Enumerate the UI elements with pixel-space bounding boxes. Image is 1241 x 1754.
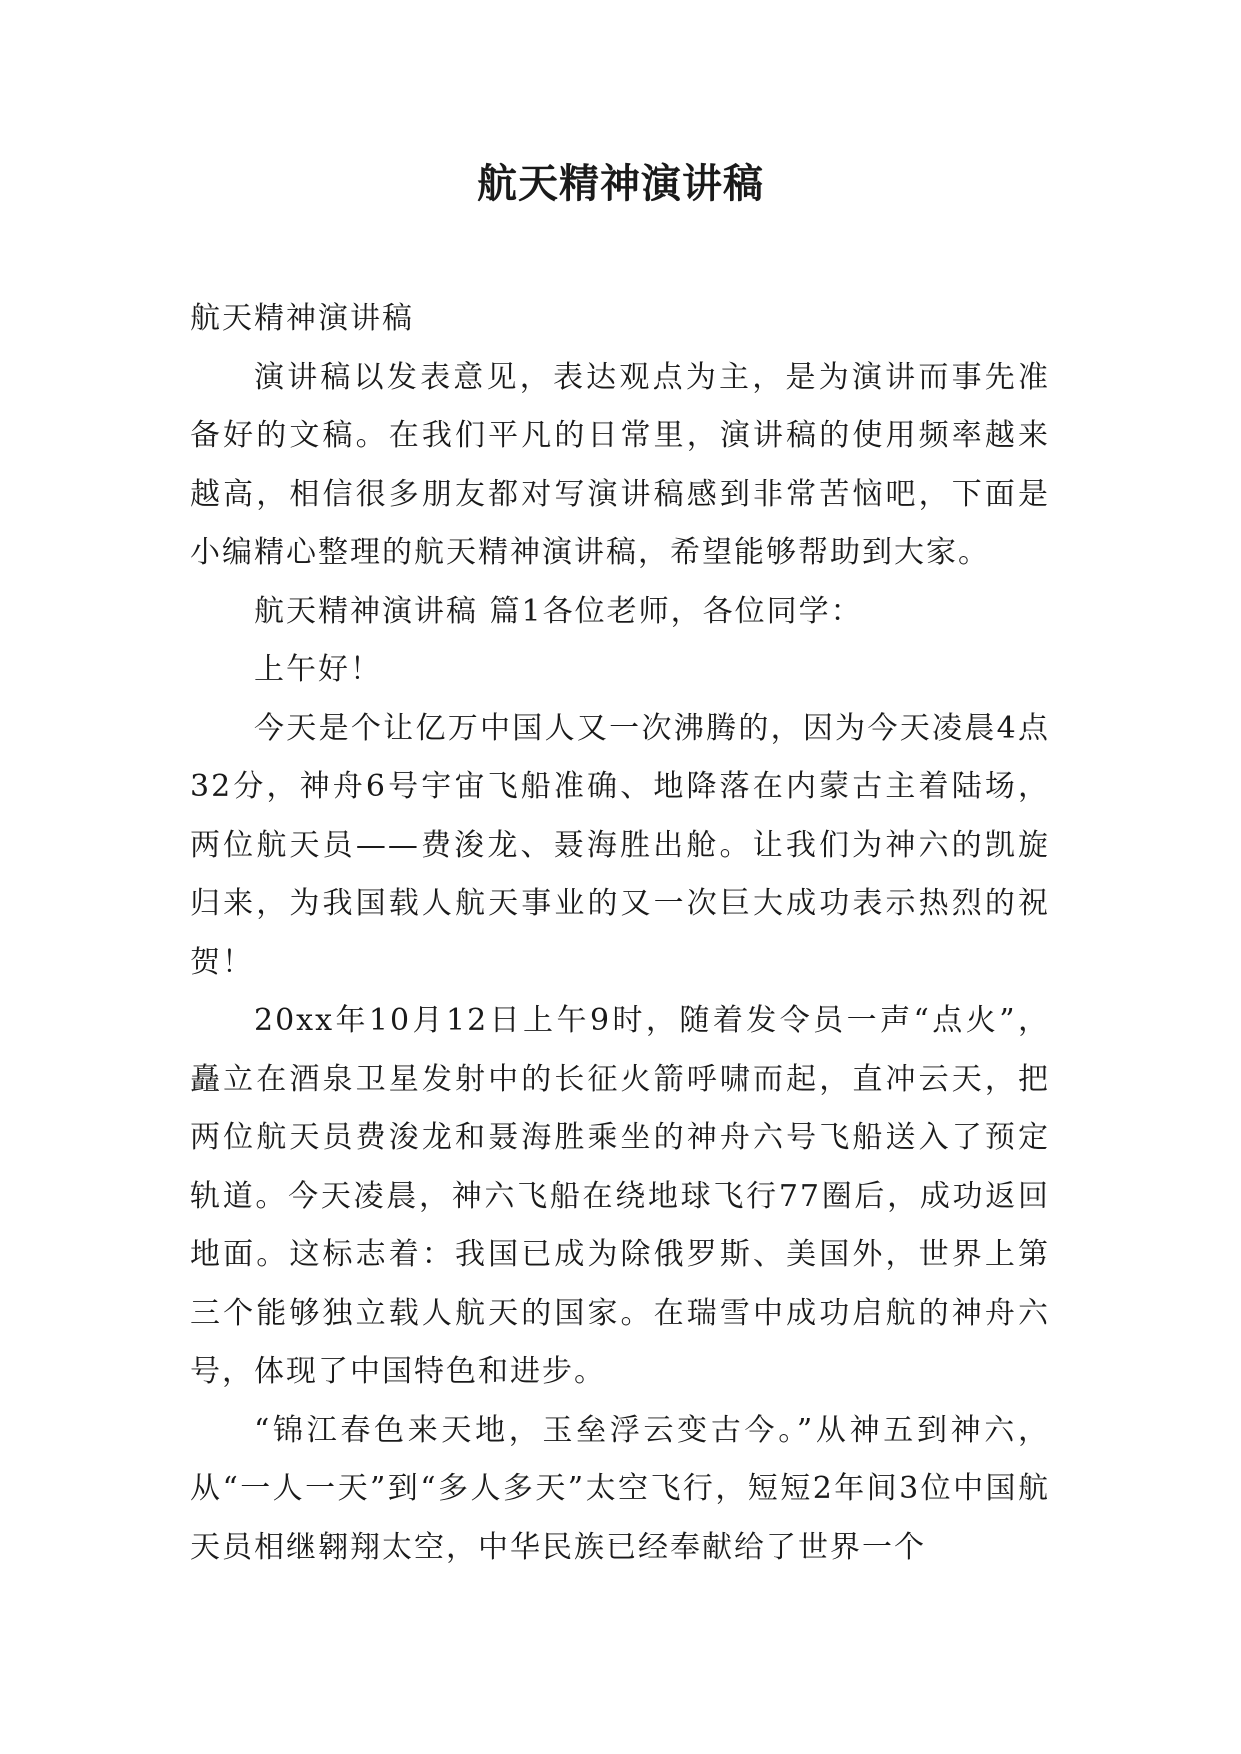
paragraph-body: 20xx年10月12日上午9时，随着发令员一声“点火”，矗立在酒泉卫星发射中的长征火箭呼啸而起，直冲云天，把两位航天员费浚龙和聂海胜乘坐的神舟六号飞船送入了预定轨道。今天凌晨，神六飞船在绕地球飞行77圈后，成功返回地面。这标志着：我国已成为除俄罗斯、美国外，世界上第三个能够独立载人航天的国家。在瑞雪中成功启航的神舟六号，体现了中国特色和进步。	[190, 1003, 1050, 1389]
document-title: 航天精神演讲稿	[477, 160, 764, 207]
paragraph-section-heading: 航天精神演讲稿 篇1各位老师，各位同学：	[254, 593, 863, 629]
paragraph-greeting: 上午好！	[254, 652, 382, 687]
paragraph-intro: 演讲稿以发表意见，表达观点为主，是为演讲而事先准备好的文稿。在我们平凡的日常里，演讲稿的使用频率越来越高，相信很多朋友都对写演讲稿感到非常苦恼吧，下面是小编精心整理的航天精神演讲稿，希望能够帮助到大家。	[190, 359, 1050, 570]
paragraph-heading: 航天精神演讲稿	[190, 301, 414, 336]
document-body	[190, 290, 1050, 1577]
paragraph-body: “锦江春色来天地，玉垒浮云变古今。”从神五到神六，从“一人一天”到“多人多天”太空飞行，短短2年间3位中国航天员相继翱翔太空，中华民族已经奉献给了世界一个	[190, 1412, 1050, 1565]
paragraph-body: 今天是个让亿万中国人又一次沸腾的，因为今天凌晨4点32分，神舟6号宇宙飞船准确、地降落在内蒙古主着陆场，两位航天员——费浚龙、聂海胜出舱。让我们为神六的凯旋归来，为我国载人航天事业的又一次巨大成功表示热烈的祝贺！	[190, 710, 1050, 980]
